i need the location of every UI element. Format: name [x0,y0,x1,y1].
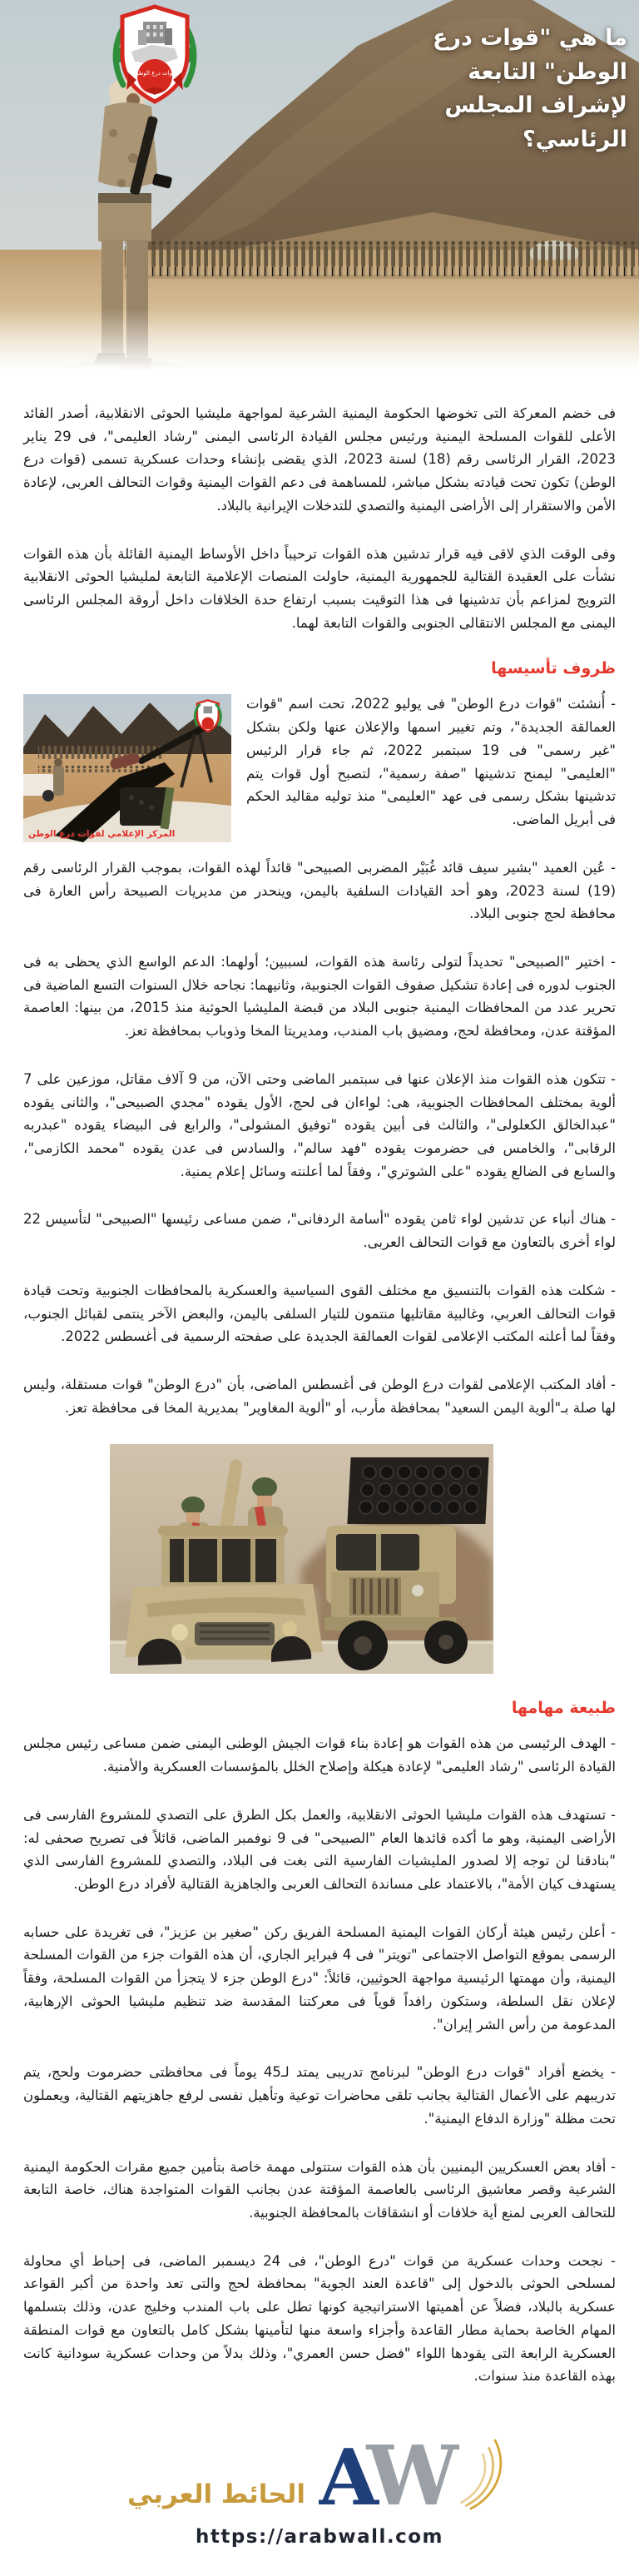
photo-military-trucks [110,1444,493,1674]
section-heading-founding: ظروف تأسيسها [491,659,616,678]
intro-paragraph-2: وفى الوقت الذي لاقى فيه قرار تدشين هذه القوات ترحيباً داخل الأوساط اليمنية القائلة بأن هذه القوات نشأت على العقيدة القتالية للجمهورية اليمنية، حاولت المنصات الإعلامية التابعة لمليشيا الحوثى الانقلابية الترويج لمزاعم بأن تدشينها فى هذا التوقيت بسبب ارتفاع حدة الخلافات داخل أروقة المجلس الرئاسى اليمنى مع المجلس الانتقالى الجنوبى والقوات التابعة لهما. [23,545,616,631]
bullet-item: - الهدف الرئيسى من هذه القوات هو إعادة بناء قوات الجيش الوطنى اليمنى ضمن مساعى رئيس مجلس القيادة الرئاسى "رشاد العليمى" لإعادة هيكلة وإصلاح الخلل بالمؤسسات العسكرية والأمنية. [23,1735,616,1775]
site-name: الحائط العربي [127,2479,305,2509]
photo-watermark: المركز الإعلامي لقوات درع الوطن [28,829,176,840]
bullet-item: - اختير "الصبيحى" تحديداً لتولى رئاسة هذه القوات، لسببين؛ أولهما: الدعم الواسع الذي يحظى به فى الجنوب لدوره فى إعادة تشكيل صفوف القوات الجنوبية، وثانيهما: نجاحه خلال السنوات التسع الماضية فى تحرير عدد من المحافظات اليمنية جنوبى البلاد من قبضة المليشيا الحوثية منذ 2015، من بينها: العاصمة المؤقتة عدن، ومحافظة لحج، ومضيق باب المندب، ومديريتا المخا وذوباب بمحافظة تعز. [22,953,616,1040]
emblem-label: قوات درع الوطن [134,70,176,77]
site-footer [0,2413,639,2576]
site-url[interactable]: https://arabwall.com [195,2525,444,2548]
bullet-item: - يخضع أفراد "قوات درع الوطن" لبرنامج تدريبى يمتد لـ45 يوماً فى محافظتى حضرموت ولحج، يتم تدريبهم على الأعمال القتالية بجانب تلقى محاضرات توعية وتأهيل نفسى لرفع جاهزيتهم القتالية، ويعملون تحت مظلة "وزارة الدفاع اليمنية". [23,2064,616,2127]
bullet-item: - أُنشئت "قوات درع الوطن" فى يوليو 2022، تحت اسم "قوات العمالقة الجديدة"، وتم تغيير اسمها والإعلان عنها ولكن بشكل "غير رسمى" فى 19 سبتمبر 2022، ثم جاء قرار الرئيس "العليمى" ليمنح تدشينها "صفة رسمية"، لتصبح أول قوات يتم تدشينها بشكل رسمى فى عهد "العليمى" منذ توليه مقاليد الحكم فى أبريل الماضى. [246,696,616,828]
brand-row [0,2428,639,2516]
svg-text:W: W [366,2428,458,2516]
bullet-item: - أفاد بعض العسكريين اليمنيين بأن هذه القوات ستتولى مهمة خاصة بتأمين جميع مقرات الحكومة اليمنية الشرعية وقصر معاشيق الرئاسى بالعاصمة المؤقتة عدن بجانب القوات المتواجدة هناك، خاصة التابعة للتحالف العربى لمنع أية خلافات أو انشقاقات بالمحافظة الجنوبية. [23,2158,616,2221]
section-missions [23,1732,616,2388]
bullet-item: - شكلت هذه القوات بالتنسيق مع مختلف القوى السياسية والعسكرية بالمحافظات الجنوبية وتحت قيادة قوات التحالف العربي، وغالبية مقاتليها منتمون للتيار السلفى باليمن، والبعض الآخر ينتمى لقبائل الجنوب، وفقاً لما أعلنه المكتب الإعلامى لقوات العمالقة الجديدة على صفحته الرسمية فى أغسطس 2022. [23,1282,616,1345]
svg-text:A: A [318,2431,379,2516]
bullet-item: - هناك أنباء عن تدشين لواء ثامن يقوده "أسامة الردفانى"، ضمن مساعى رئيسها "الصبيحى" لتأسيس 22 لواء أخرى بالتعاون مع قوات التحالف العربى. [23,1211,616,1251]
bullet-item: - أعلن رئيس هيئة أركان القوات اليمنية المسلحة الفريق ركن "صغير بن عزيز"، فى تغريدة على حسابه الرسمى بموقع التواصل الاجتماعى "تويتر" فى 4 فبراير الجاري، أن هذه القوات جزء من القوات المسلحة اليمنية، وأن مهمتها الرئيسية مواجهة الحوثيين، قائلاً: "درع الوطن جزء لا يتجزأ من القوات المسلحة، وفقاً لإعلان نقل السلطة، وستكون رافداً قوياً فى معركتنا المقدسة ضد تنظيم مليشيا الحوثى الإرهابية، المدعومة من رأس الشر إيران". [23,1923,617,2033]
military-trucks-illustration [110,1444,493,1674]
bullet-item: - نجحت وحدات عسكرية من قوات "درع الوطن"، فى 24 ديسمبر الماضى، فى إحباط أي محاولة لمسلحى الحوثى بالدخول إلى "قاعدة العند الجوية" بمحافظة لحج والتى تعد واحدة من أكبر القواعد عسكرية بالبلاد، فضلاً عن أهميتها الاستراتيجية كونها تطل على باب المندب وخليج عدن، وذلك بتسلمها المهام الخاصة بحماية مطار القاعدة وأجزاء واسعة منها لتأمينها بشكل كامل بالتعاون مع قوات المنطقة العسكرية الرابعة التى يقودها اللواء "فضل حسن العمري"، وذلك بدلاً من وحدات عسكرية سودانية كانت بهذه القاعدة منذ سنوات. [23,2252,616,2385]
article-title: ما هي "قوات درع الوطن" التابعة لإشراف المجلس الرئاسي؟ [433,25,627,152]
bullet-item: - تستهدف هذه القوات مليشيا الحوثى الانقلابية، والعمل بكل الطرق على التصدي للمشروع الفارسى فى الأراضى اليمنية، وهو ما أكده قائدها العام "الصبيحى" فى 9 نوفمبر الماضى، قائلاً فى تصريح صحفى له: "بنادقنا لن توجه إلا لصدور المليشيات الفارسية التى بغت فى البلاد، والتصدي للمشروع الفارسى الذي يستهدف كيان الأمة"، بالاعتماد على مساندة التحالف العربى والجاهزية القتالية لأفراد درع الوطن. [23,1806,617,1893]
hero-bottom-fade [0,308,639,379]
bullet-item: - أفاد المكتب الإعلامى لقوات درع الوطن فى أغسطس الماضى، بأن "درع الوطن" قوات مستقلة، وليس لها صلة بـ"ألوية اليمن السعيد" بمحافظة مأرب، أو "ألوية المغاوير" بمديرية المخا فى محافظة تعز. [23,1377,616,1416]
section-heading-missions: طبيعة مهامها [511,1699,616,1718]
hero-banner [0,0,639,379]
forces-emblem [110,3,200,109]
bullet-item: - عُين العميد "بشير سيف قائد غُبَيْر المضربى الصبيحى" قائداً لهذه القوات، بموجب القرار الرئاسى رقم (19) لسنة 2023، وهو أحد القيادات السلفية باليمن، وينحدر من مديريات الصبيحة رأس العارة فى محافظة لحج جنوبى البلاد. [23,859,617,922]
article-body [0,379,639,2388]
inline-photo-machine-gun [23,694,231,842]
bullet-item: - تتكون هذه القوات منذ الإعلان عنها فى سبتمبر الماضى وحتى الآن، من 9 آلاف مقاتل، موزعين على 7 ألوية بمختلف المحافظات الجنوبية، هى: لواءان فى لحج، الأول يقوده "مجدي الصبيحى"، والثانى يقوده "عبدالخالق الكعلولى"، والثالث فى أبين يقوده "توفيق المشولى"، والرابع فى البيضاء يقوده "عبدربه الرقابى"، والخامس فى حضرموت يقوده "فهد سالم"، والسادس فى عدن يقوده "محمد الكازمى"، والسابع فى الضالع يقوده "على الشوتري"، وفقاً لما أعلنته وسائل إعلام يمنية. [23,1070,616,1179]
section-founding [23,692,616,1419]
machine-gun-illustration [23,694,231,842]
arabwall-logo-icon [319,2428,512,2516]
intro-paragraph-1: فى خضم المعركة التى تخوضها الحكومة اليمنية الشرعية لمواجهة مليشيا الحوثى الانقلابية، أصدر القائد الأعلى للقوات المسلحة اليمنية ورئيس مجلس القيادة الرئاسى اليمنى "رشاد العليمى"، فى 29 يناير 2023، القرار الرئاسى رقم (18) لسنة 2023، الذي يقضى بإنشاء وحدات عسكرية تسمى (قوات درع الوطن) تكون تحت قيادته بشكل مباشر، للمساهمة فى دعم القوات اليمنية وقوات التحالف العربى، لإعادة الأمن والاستقرار إلى الأراضى اليمنية والتصدي للتدخلات الإيرانية بالبلاد. [23,405,617,514]
